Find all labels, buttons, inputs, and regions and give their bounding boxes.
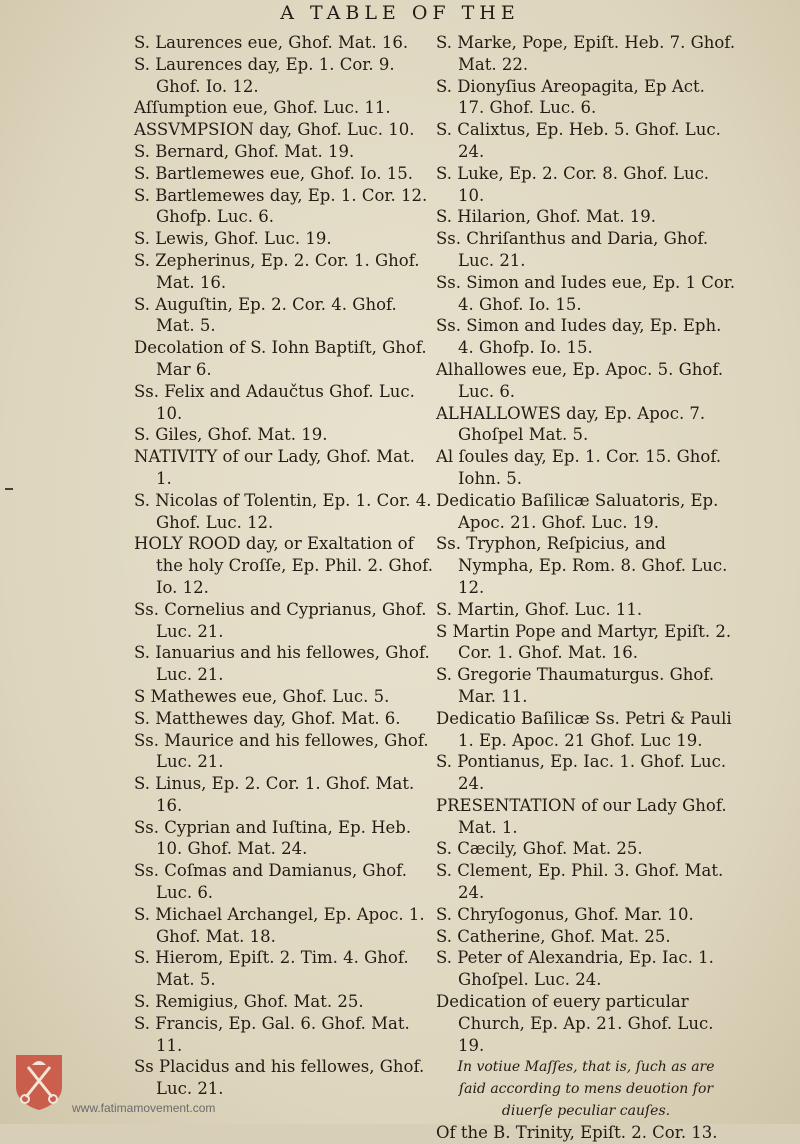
table-entry: S. Laurences day, Ep. 1. Cor. 9. Ghof. Io. 12. (134, 54, 395, 96)
table-entry: S. Peter of Alexandria, Ep. Iac. 1. Ghoſpel. Luc. 24. (436, 948, 714, 990)
table-entry: Ss. Tryphon, Reſpicius, and Nympha, Ep. Rom. 8. Ghof. Luc. 12. (436, 534, 728, 597)
table-entry: Dedicatio Baſilicæ Saluatoris, Ep. Apoc. 21. Ghof. Luc. 19. (436, 490, 719, 532)
table-entry: S. Auguſtin, Ep. 2. Cor. 4. Ghof. Mat. 5. (134, 294, 397, 336)
table-entry: Ss. Chriſanthus and Daria, Ghof. Luc. 21. (436, 229, 709, 270)
table-entry: Dedication of euery particular Church, Ep. Ap. 21. Ghof. Luc. 19. (436, 992, 714, 1055)
votive-masses-note: In votiue Maſſes, that is, ſuch as are ſaid according to mens deuotion for diuerſe peculiar cauſes. (457, 1059, 715, 1120)
table-entry: S. Zepherinus, Ep. 2. Cor. 1. Ghof. Mat. 16. (134, 250, 420, 292)
table-entry: S. Laurences eue, Ghof. Mat. 16. (134, 33, 409, 52)
table-entry: S. Remigius, Ghof. Mat. 25. (134, 992, 364, 1012)
table-entry: S. Nicolas of Tolentin, Ep. 1. Cor. 4. Ghof. Luc. 12. (134, 490, 432, 532)
table-entry: HOLY ROOD day, or Exaltation of the holy Croſſe, Ep. Phil. 2. Ghof. Io. 12. (134, 534, 433, 597)
table-entry: S. Michael Archangel, Ep. Apoc. 1. Ghof. Mat. 18. (134, 904, 425, 946)
table-entry: Decolation of S. Iohn Baptiſt, Ghof. Mar 6. (134, 338, 427, 379)
table-entry: S. Francis, Ep. Gal. 6. Ghof. Mat. 11. (134, 1013, 410, 1055)
papal-keys-logo-icon (14, 1053, 64, 1111)
table-entry: S Mathewes eue, Ghof. Luc. 5. (134, 686, 390, 706)
table-entry: S. Dionyſius Areopagita, Ep Act. 17. Ghof. Luc. 6. (436, 76, 705, 118)
table-entry: S. Hilarion, Ghof. Mat. 19. (436, 207, 657, 227)
left-column (134, 32, 434, 1100)
table-entry: ALHALLOWES day, Ep. Apoc. 7. Ghoſpel Mat. 5. (436, 403, 706, 445)
table-entry: Ss. Maurice and his fellowes, Ghof. Luc. 21. (134, 730, 429, 772)
table-entry: Alhallowes eue, Ep. Apoc. 5. Ghof. Luc. 6. (436, 359, 724, 401)
table-entry: Of the B. Trinity, Epiſt. 2. Cor. 13. (436, 1123, 718, 1143)
table-entry: S. Lewis, Ghof. Luc. 19. (134, 229, 332, 249)
table-entry: NATIVITY of our Lady, Ghof. Mat. 1. (134, 447, 415, 488)
table-entry: S. Clement, Ep. Phil. 3. Ghof. Mat. 24. (436, 861, 724, 903)
table-entry: S. Gregorie Thaumaturgus. Ghof. Mar. 11. (436, 665, 715, 706)
table-entry: Ss. Simon and Iudes day, Ep. Eph. 4. Ghofp. Io. 15. (436, 316, 722, 358)
table-entry: S. Pontianus, Ep. Iac. 1. Ghof. Luc. 24. (436, 752, 727, 794)
table-entry: S. Calixtus, Ep. Heb. 5. Ghof. Luc. 24. (436, 120, 721, 161)
table-entry: S. Hierom, Epiſt. 2. Tim. 4. Ghof. Mat. 5. (134, 948, 409, 990)
margin-mark (5, 488, 13, 490)
table-entry: S. Linus, Ep. 2. Cor. 1. Ghof. Mat. 16. (134, 774, 415, 815)
table-entry: S. Bartlemewes eue, Ghof. Io. 15. (134, 163, 414, 183)
table-entry: Dedicatio Baſilicæ Ss. Petri & Pauli 1. Ep. Apoc. 21 Ghof. Luc 19. (436, 708, 732, 750)
table-entry: Ss. Cornelius and Cyprianus, Ghof. Luc. 21. (134, 599, 427, 641)
table-entry: Ss. Simon and Iudes eue, Ep. 1 Cor. 4. Ghof. Io. 15. (436, 272, 736, 314)
table-entry: S. Luke, Ep. 2. Cor. 8. Ghof. Luc. 10. (436, 163, 710, 205)
table-entry: S. Matthewes day, Ghof. Mat. 6. (134, 708, 401, 728)
table-entry: Ss Placidus and his fellowes, Ghof. Luc. 21. (134, 1057, 425, 1099)
table-entry: Ss. Coſmas and Damianus, Ghof. Luc. 6. (134, 861, 407, 903)
table-entry: S. Bartlemewes day, Ep. 1. Cor. 12. Ghofp. Luc. 6. (134, 185, 428, 227)
watermark-url: www.fatimamovement.com (72, 1101, 216, 1115)
table-entry: S. Chryſogonus, Ghof. Mar. 10. (436, 904, 694, 924)
page-header: A TABLE OF THE (280, 2, 520, 24)
table-entry: S. Catherine, Ghof. Mat. 25. (436, 926, 671, 946)
table-entry: S. Ianuarius and his fellowes, Ghof. Luc. 21. (134, 643, 430, 685)
right-column (436, 32, 736, 1144)
table-entry: Al ſoules day, Ep. 1. Cor. 15. Ghof. Iohn. 5. (436, 447, 722, 488)
table-entry: S. Bernard, Ghof. Mat. 19. (134, 141, 355, 161)
table-entry: S. Marke, Pope, Epiſt. Heb. 7. Ghof. Mat. 22. (436, 33, 736, 74)
table-entry: ASSVMPSION day, Ghof. Luc. 10. (134, 120, 415, 140)
table-entry: PRESENTATION of our Lady Ghof. Mat. 1. (436, 795, 727, 837)
table-entry: Ss. Cyprian and Iuſtina, Ep. Heb. 10. Ghof. Mat. 24. (134, 817, 412, 859)
table-entry: S Martin Pope and Martyr, Epiſt. 2. Cor. 1. Ghof. Mat. 16. (436, 621, 732, 663)
table-entry: S. Martin, Ghof. Luc. 11. (436, 599, 643, 619)
table-entry: Aſſumption eue, Ghof. Luc. 11. (134, 98, 391, 118)
table-entry: Ss. Felix and Adaučtus Ghof. Luc. 10. (134, 381, 415, 423)
table-entry: S. Cæcily, Ghof. Mat. 25. (436, 839, 643, 859)
table-entry: S. Giles, Ghof. Mat. 19. (134, 425, 328, 445)
